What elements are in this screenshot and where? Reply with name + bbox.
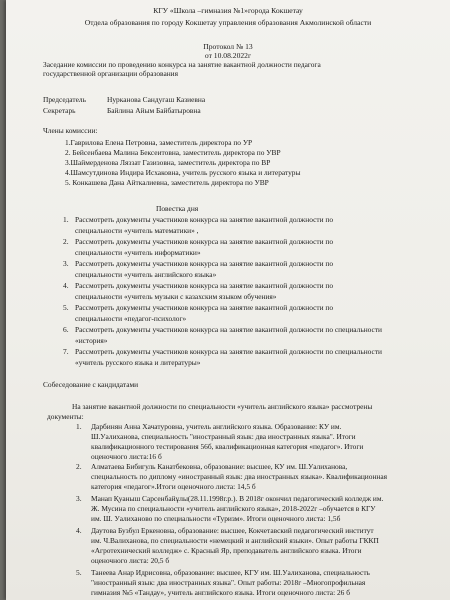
intro-line1: На занятие вакантной должности по специальности «учитель английского языка» рассмотрены [72, 402, 373, 411]
member-item: 2. Бейсенбаева Малина Бексеитовна, заместитель директора по УВР [65, 148, 281, 157]
document-page: КГУ «Школа –гимназия №1»города Кокшетау Отдела образования по городу Кокшетау управления образования Акмолинской области Протокол № 13 от 10.08.2022г Заседание комиссии по проведению конкурса на занятие вакантной должности педагога государственной организации образования Председатель Нурканова Сандугаш Казиевна Секретарь Байлина Айым Байбатыровна Члены комиссии: 1.Гаврилова Елена Петровна, заместитель директора по УР 2. Бейсенбаева Малина Бексеитовна, заместитель директора по УВР 3.Шаймерденова Ляззат Газизовна, заместитель директора по ВР 4.Шамсутдинова Индира Исхаковна, учитель русского языка и литературы 5. Конкашева Дана Айткалиевна, заместитель директора по УВР Повестка дня 1. Рассмотреть документы участников конкурса на занятие вакантной должности по специальности «учитель математики» , 2. Рассмотреть документы участников конкурса на занятие вакантной должности по специальности «учитель информатики» 3. Рассмотреть документы участников конкурса на занятие вакантной должности по специальности «учитель английского языка» 4. Рассмотреть документы участников конкурса на занятие вакантной должности по специальности «учитель музыки с казахским языком обучения» 5. Рассмотреть документы участников конкурса на занятие вакантной должности по специальности «педагог-психолог» 6. Рассмотреть документы участников конкурса на занятие вакантной должности по специальности «история» 7. Рассмотреть документы участников конкурса на занятие вакантной должности по специальности «учитель русского языка и литературы» Собеседование с кандидатами На занятие вакантной должности по специальности «учитель английского языка» рассмотрены документы: 1. Дарбинян Анна Хачатуровна, учитель английского языка. Образование: КУ им. Ш.Уалиханова, специальность "иностранный язык: два иностранных языка". Итоги квалификационного тестирования 56б, квалификационная категория «педагог». Итоги оценочного листа:16 б 2. Алматаева Бибигуль Канатбековна, образование: высшее, КУ им. Ш.Уалиханова, специальность по диплому «иностранный язык: два иностранных языка». Квалификационная категория «педагог».Итоги оценочного листа: 14,5 б 3. Манап Қуаныш Сарсенбайұлы(28.11.1998г.р.). В 2018г окончил педагогический колледж им. Ж. Мусина по специальности «учитель английского языка», 2018-2022г –обучается в КГУ им. Ш. Уалиханово по специальности «Туризм». Итоги оценочного листа: 1,5б 4. Даутова Бузбул Еркеновна, образование: высшее, Кокчетавский педагогический институт им. Ч.Валиханова, по специальности «немецкий и английский языки». Опыт работы ГККП «Агротехнический колледж» с. Красный Яр, преподаватель английского языка. Итоги оценочного листа: 20,5 б 5. Танеева Анар Идрисовна, образование: высшее, КГУ им. Ш.Уалиханова, специальность "иностранный язык: два иностранных языка". Опыт работы: 2018г –Многопрофильная гимназия №5 «Тандау», учитель английского языка. Итоги оценочного листа: 26 б [6, 0, 450, 600]
member-item: 1.Гаврилова Елена Петровна, заместитель директора по УР [65, 138, 253, 147]
interview-title: Собеседование с кандидатами [43, 380, 139, 389]
intro-line2: документы: [47, 412, 84, 421]
meeting-title-line2: государственной организации образования [43, 69, 179, 78]
department-name: Отдела образования по городу Кокшетау управления образования Акмолинской области [84, 18, 372, 27]
school-name: КГУ «Школа –гимназия №1»города Кокшетау [153, 6, 303, 15]
members-title: Члены комиссии: [43, 126, 98, 135]
member-item: 5. Конкашева Дана Айткалиевна, заместитель директора по УВР [65, 178, 269, 187]
protocol-number: Протокол № 13 [203, 42, 253, 51]
secretary-label: Секретарь [43, 106, 76, 115]
protocol-date: от 10.08.2022г [204, 51, 252, 60]
chair-name: Нурканова Сандугаш Казиевна [107, 95, 206, 104]
member-item: 3.Шаймерденова Ляззат Газизовна, заместитель директора по ВР [65, 158, 271, 167]
meeting-title-line1: Заседание комиссии по проведению конкурса на занятие вакантной должности педагога [43, 60, 321, 69]
chair-label: Председатель [43, 95, 86, 104]
agenda-title: Повестка дня [156, 204, 199, 213]
member-item: 4.Шамсутдинова Индира Исхаковна, учитель русского языка и литературы [65, 168, 301, 177]
secretary-name: Байлина Айым Байбатыровна [107, 106, 201, 115]
